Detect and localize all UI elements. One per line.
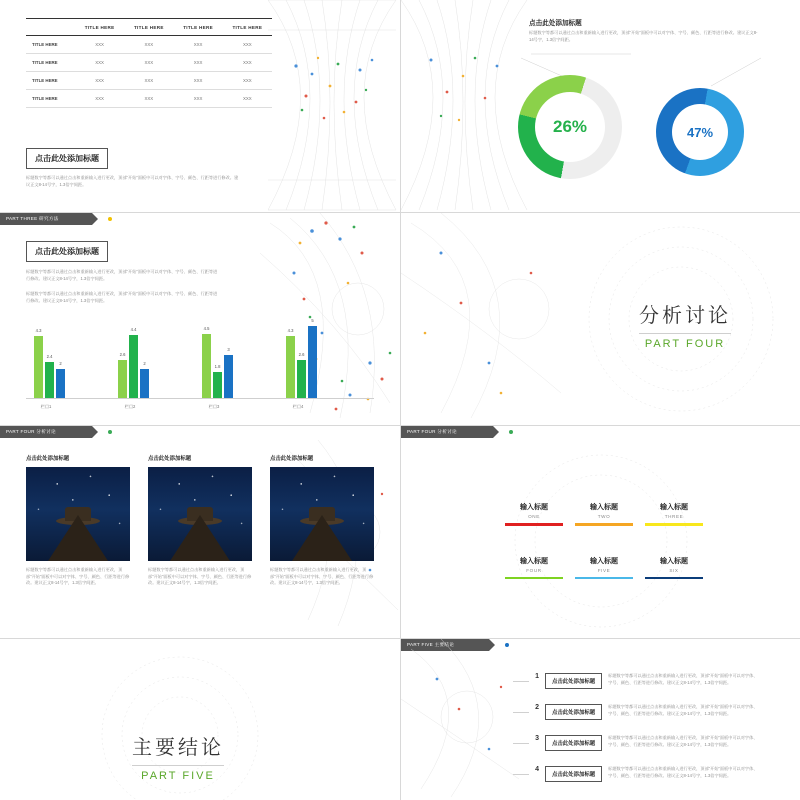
photo-tower xyxy=(48,515,108,561)
slide-donuts xyxy=(401,0,800,212)
six-title-rule xyxy=(575,577,633,580)
cover-title-cn: 分析讨论 xyxy=(639,305,731,327)
table-row xyxy=(26,90,272,108)
bar-value: 2.6 xyxy=(119,352,126,357)
bar xyxy=(140,361,149,398)
bar xyxy=(286,328,295,398)
table-cell: TITLE HERE xyxy=(26,90,75,108)
cover-title-en: PART FIVE xyxy=(141,770,215,782)
image-card xyxy=(26,454,130,587)
table-header-cell: TITLE HERE xyxy=(84,25,115,30)
slide2-paragraph: 标题数字等都可以通过点击和重新输入进行更改，顶部“开始”面板中可以对字体、字号、颜色、行距等进行修改。建议正文8-14号字，1.3倍字间距。 xyxy=(529,30,758,42)
table-cell: XXX xyxy=(173,90,222,108)
table-header-cell: TITLE HERE xyxy=(183,25,213,30)
bar xyxy=(56,361,65,398)
list-item[interactable] xyxy=(531,735,758,751)
table-header-cell: TITLE HERE xyxy=(133,25,164,30)
list-item-label[interactable]: 点击此处添加标题 xyxy=(545,735,602,751)
bar-group xyxy=(286,318,317,398)
accent-dot-blue xyxy=(505,643,509,647)
bar-group-label: 栏目3 xyxy=(208,404,220,409)
table-cell: XXX xyxy=(75,90,124,108)
slide3-paragraph-1: 标题数字等都可以通过点击和重新输入进行更改，顶部“开始”面板中可以对字体、字号、颜色、行距等进行修改。建议正文8-14号字，1.3倍字间距。 xyxy=(26,269,218,281)
six-title-block xyxy=(505,502,705,579)
bar-group-label: 栏目1 xyxy=(40,404,52,409)
bar-value: 4.4 xyxy=(130,327,137,332)
bar xyxy=(213,364,222,398)
bar-value: 4.3 xyxy=(287,328,294,333)
bar-group-label: 栏目2 xyxy=(124,404,136,409)
donut-green-value: 26% xyxy=(535,92,605,162)
table-cell: XXX xyxy=(124,90,173,108)
donut-chart-blue xyxy=(656,88,744,176)
list-item-label[interactable]: 点击此处添加标题 xyxy=(545,766,602,782)
donut-chart-green xyxy=(518,75,622,179)
bar-value: 2 xyxy=(59,361,62,366)
bar-group xyxy=(34,328,65,398)
six-title-en: FOUR xyxy=(526,567,542,573)
list-item-body: 标题数字等都可以通过点击和重新输入进行更改，顶部“开始”面板中可以对字体、字号、颜色、行距等进行修改。建议正文8-14号字，1.3倍字间距。 xyxy=(608,673,758,685)
six-title-en: FIVE xyxy=(597,567,611,573)
bar-value: 2 xyxy=(143,361,146,366)
table-row xyxy=(26,36,272,54)
bar-value: 3 xyxy=(227,347,230,352)
bar-value: 2.4 xyxy=(46,354,53,359)
slide8-ribbon: PART FIVE 主要结论 xyxy=(401,639,489,651)
photo-tower xyxy=(170,515,230,561)
slide-table xyxy=(0,0,400,212)
bar xyxy=(224,347,233,398)
table-row xyxy=(26,54,272,72)
image-card xyxy=(270,454,374,587)
accent-dot-green xyxy=(509,430,513,434)
bar-value: 4.5 xyxy=(203,326,210,331)
image-card-title: 点击此处添加标题 xyxy=(26,456,70,462)
bar-value: 2.6 xyxy=(298,352,305,357)
six-title-rule xyxy=(645,523,703,526)
table-cell: XXX xyxy=(223,90,272,108)
slide-image-cards xyxy=(0,426,400,638)
six-title-item[interactable] xyxy=(575,556,633,580)
six-title-cn: 输入标题 xyxy=(520,557,548,565)
table-cell: XXX xyxy=(173,54,222,72)
six-title-cn: 输入标题 xyxy=(520,504,548,511)
image-card-body: 标题数字等都可以通过点击和重新输入进行更改，顶部“开始”面板中可以对字体、字号、颜色、行距等进行修改。建议正文8-14号字，1.3倍字间距。 xyxy=(270,567,374,585)
table-cell: XXX xyxy=(223,36,272,54)
donut-blue-value: 47% xyxy=(672,104,728,160)
six-title-cn: 输入标题 xyxy=(660,504,688,511)
list-item-label[interactable]: 点击此处添加标题 xyxy=(545,673,602,689)
list-item[interactable] xyxy=(531,766,758,782)
slide-bar-chart xyxy=(0,213,400,425)
image-card-body: 标题数字等都可以通过点击和重新输入进行更改，顶部“开始”面板中可以对字体、字号、颜色、行距等进行修改。建议正文8-14号字，1.3倍字间距。 xyxy=(26,567,130,585)
bar-chart xyxy=(26,318,374,413)
image-card xyxy=(148,454,252,587)
table-header-cell xyxy=(26,19,75,36)
slide5-ribbon: PART FOUR 分析讨论 xyxy=(0,426,92,438)
leader-line xyxy=(513,712,529,713)
image-card-body: 标题数字等都可以通过点击和重新输入进行更改，顶部“开始”面板中可以对字体、字号、颜色、行距等进行修改。建议正文8-14号字，1.3倍字间距。 xyxy=(148,567,252,585)
cover-divider xyxy=(639,333,731,334)
list-item-number: 3 xyxy=(535,735,539,742)
cover-title-cn: 主要结论 xyxy=(132,737,224,759)
table-cell: XXX xyxy=(75,36,124,54)
dot-network-decoration xyxy=(401,639,521,799)
table-cell: TITLE HERE xyxy=(26,72,75,90)
six-title-item[interactable] xyxy=(505,502,563,526)
table-cell: XXX xyxy=(223,54,272,72)
slide6-ribbon: PART FOUR 分析讨论 xyxy=(401,426,493,438)
list-item-body: 标题数字等都可以通过点击和重新输入进行更改，顶部“开始”面板中可以对字体、字号、颜色、行距等进行修改。建议正文8-14号字，1.3倍字间距。 xyxy=(608,735,758,747)
list-item[interactable] xyxy=(531,704,758,720)
slide-six-titles xyxy=(401,426,800,638)
six-title-en: ONE xyxy=(528,514,540,519)
image-card-title: 点击此处添加标题 xyxy=(270,456,314,462)
bar-value: 1.8 xyxy=(214,364,221,369)
six-title-cn: 输入标题 xyxy=(660,557,688,565)
bar-value: 5 xyxy=(311,318,314,323)
chart-axis xyxy=(26,398,374,399)
list-item-label[interactable]: 点击此处添加标题 xyxy=(545,704,602,720)
leader-line xyxy=(513,681,529,682)
table-cell: XXX xyxy=(75,72,124,90)
table-cell: XXX xyxy=(75,54,124,72)
dot-network-decoration xyxy=(268,0,398,212)
six-title-en: THREE xyxy=(664,514,684,519)
six-title-en: TWO xyxy=(597,514,611,519)
slide-cover-part-five xyxy=(0,639,400,800)
table-cell: XXX xyxy=(124,72,173,90)
slide1-paragraph: 标题数字等都可以通过点击和重新输入进行更改，顶部“开始”面板中可以对字体、字号、颜色、行距等进行修改。建议正文8-14号字，1.3倍字间距。 xyxy=(26,175,239,187)
data-table xyxy=(26,18,272,108)
card-photo xyxy=(148,467,252,561)
bar xyxy=(118,352,127,398)
bar xyxy=(308,318,317,398)
bar-value: 4.3 xyxy=(35,328,42,333)
list-item-number: 1 xyxy=(535,673,539,680)
slide3-ribbon: PART THREE 研究方法 xyxy=(0,213,92,225)
table-row xyxy=(26,72,272,90)
six-title-cn: 输入标题 xyxy=(590,504,618,511)
card-photo xyxy=(26,467,130,561)
cover-block xyxy=(132,731,224,782)
bar-group xyxy=(202,326,233,398)
six-title-item[interactable] xyxy=(645,556,703,580)
table-cell: XXX xyxy=(173,72,222,90)
list-item[interactable] xyxy=(531,673,758,689)
table-cell: XXX xyxy=(124,36,173,54)
cover-block xyxy=(639,299,731,350)
six-title-rule xyxy=(575,523,633,526)
card-photo xyxy=(270,467,374,561)
six-title-item[interactable] xyxy=(575,502,633,526)
six-title-en: SIX xyxy=(669,567,679,573)
six-title-rule xyxy=(645,577,703,580)
bar-group-label: 栏目4 xyxy=(292,404,304,409)
slide-numbered-list xyxy=(401,639,800,800)
six-title-rule xyxy=(505,577,563,580)
leader-line xyxy=(513,774,529,775)
dot-network-decoration xyxy=(401,0,529,212)
six-title-row-top xyxy=(505,502,705,526)
accent-dot-green xyxy=(108,430,112,434)
slide3-title: 点击此处添加标题 xyxy=(26,241,108,262)
six-title-row-bottom xyxy=(505,556,705,580)
image-card-title: 点击此处添加标题 xyxy=(148,456,192,462)
bar xyxy=(45,354,54,398)
photo-tower xyxy=(292,515,352,561)
bar xyxy=(202,326,211,398)
slide2-title: 点击此处添加标题 xyxy=(529,20,582,27)
bar-group xyxy=(118,327,149,398)
six-title-rule xyxy=(505,523,563,526)
table-cell: XXX xyxy=(124,54,173,72)
table-cell: TITLE HERE xyxy=(26,36,75,54)
six-title-item[interactable] xyxy=(645,502,703,526)
table-header-row xyxy=(26,19,272,36)
slide1-title: 点击此处添加标题 xyxy=(26,148,108,169)
six-title-item[interactable] xyxy=(505,556,563,580)
accent-dot-yellow xyxy=(108,217,112,221)
list-item-body: 标题数字等都可以通过点击和重新输入进行更改，顶部“开始”面板中可以对字体、字号、颜色、行距等进行修改。建议正文8-14号字，1.3倍字间距。 xyxy=(608,766,758,778)
cover-divider xyxy=(132,765,224,766)
table-cell: XXX xyxy=(173,36,222,54)
bar xyxy=(297,352,306,398)
six-title-cn: 输入标题 xyxy=(590,557,618,565)
table-header-cell: TITLE HERE xyxy=(232,25,263,30)
leader-line xyxy=(513,743,529,744)
bar xyxy=(34,328,43,398)
slide-cover-part-four xyxy=(401,213,800,425)
list-item-body: 标题数字等都可以通过点击和重新输入进行更改，顶部“开始”面板中可以对字体、字号、颜色、行距等进行修改。建议正文8-14号字，1.3倍字间距。 xyxy=(608,704,758,716)
dot-network-decoration xyxy=(401,213,571,425)
bar xyxy=(129,327,138,398)
table-cell: TITLE HERE xyxy=(26,54,75,72)
list-item-number: 4 xyxy=(535,766,539,773)
cover-title-en: PART FOUR xyxy=(644,338,726,350)
slide3-paragraph-2: 标题数字等都可以通过点击和重新输入进行更改，顶部“开始”面板中可以对字体、字号、颜色、行距等进行修改。建议正文8-14号字，1.3倍字间距。 xyxy=(26,291,218,303)
table-cell: XXX xyxy=(223,72,272,90)
list-item-number: 2 xyxy=(535,704,539,711)
